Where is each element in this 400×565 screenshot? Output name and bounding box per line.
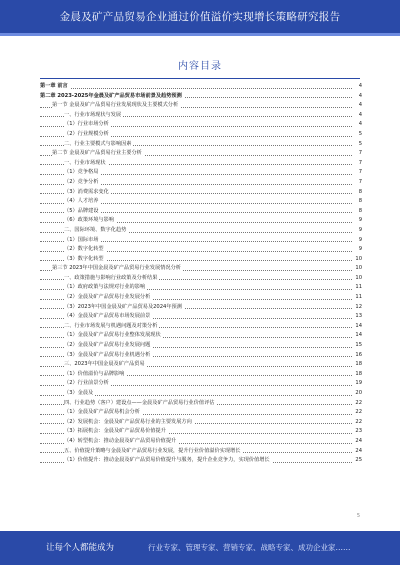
toc-entry-page: 9	[353, 245, 362, 255]
toc-entry-label: （2）数字化转型	[64, 245, 106, 255]
toc-entry-page: 22	[353, 408, 362, 418]
toc-entry-page: 8	[353, 197, 362, 207]
toc-entry-page: 16	[353, 351, 362, 361]
toc-entry-page: 4	[353, 101, 362, 111]
toc-entry[interactable]	[40, 331, 362, 341]
toc-entry-page: 10	[353, 264, 362, 274]
toc-entry-label: 一、政策措施与影响行业政策及分析结果	[64, 274, 159, 284]
toc-entry[interactable]	[40, 216, 362, 226]
toc-entry-page: 4	[353, 111, 362, 121]
toc-entry-page: 7	[353, 178, 362, 188]
toc-entry[interactable]	[40, 130, 362, 140]
toc-entry-page: 23	[353, 427, 362, 437]
toc-entry-page: 7	[353, 168, 362, 178]
toc-entry-page: 10	[353, 274, 362, 284]
toc-entry[interactable]	[40, 245, 362, 255]
report-title: 金晨及矿产品贸易企业通过价值溢价实现增长策略研究报告	[59, 11, 341, 23]
toc-entry[interactable]	[40, 370, 362, 380]
toc-entry-page: 22	[353, 399, 362, 409]
toc-entry-label: 三、2023年中国金晨及矿产品贸易	[64, 360, 147, 370]
toc-entry-page: 9	[353, 236, 362, 246]
toc-entry-label: 五、价值提升策略与金晨及矿产品贸易行业发展，提升行业价值溢价实现增长	[64, 447, 242, 457]
toc-entry[interactable]	[40, 159, 362, 169]
toc-entry-label: （2）金晨及矿产品贸易行业发展分析	[64, 293, 152, 303]
toc-entry[interactable]	[40, 92, 362, 102]
report-footer	[0, 531, 400, 565]
toc-entry-label: （3）金晨及矿产品贸易行业机遇分析	[64, 351, 152, 361]
toc-entry-label: （1）竞争格局	[64, 168, 100, 178]
toc-entry[interactable]	[40, 168, 362, 178]
toc-entry-label: （2）金晨及矿产品贸易行业发展问题	[64, 341, 152, 351]
toc-entry-label: 第一章 前言	[40, 82, 70, 92]
toc-entry-label: （3）2023年中国金晨及矿产品贸易及2024年预测	[64, 303, 184, 313]
toc-entry-page: 14	[353, 331, 362, 341]
report-header	[0, 0, 400, 36]
toc-entry-label: 第三节 2023年中国金晨及矿产品贸易行业发展情况分析	[52, 264, 183, 274]
toc-entry-page: 11	[353, 293, 362, 303]
toc-entry[interactable]	[40, 101, 362, 111]
toc-entry-page: 12	[353, 303, 362, 313]
toc-entry-page: 15	[353, 341, 362, 351]
toc-entry-label: 第二章 2023-2025年金晨及矿产品贸易市场前景及趋势预测	[40, 92, 184, 102]
toc-entry[interactable]	[40, 188, 362, 198]
toc-entry-label: （1）行业市场分析	[64, 120, 111, 130]
toc-entry[interactable]	[40, 149, 362, 159]
toc-entry-page: 9	[353, 216, 362, 226]
toc-entry-page: 19	[353, 379, 362, 389]
toc-entry-page: 8	[353, 188, 362, 198]
toc-entry-page: 5	[353, 130, 362, 140]
toc-entry[interactable]	[40, 360, 362, 370]
toc-entry-page: 13	[353, 312, 362, 322]
footer-tagline: 行业专家、管理专家、营销专家、战略专家、成功企业家……	[148, 543, 351, 552]
toc-entry[interactable]	[40, 207, 362, 217]
toc-entry-label: （4）人才培养	[64, 197, 100, 207]
toc-entry[interactable]	[40, 283, 362, 293]
toc-entry-page: 9	[353, 226, 362, 236]
toc-entry[interactable]	[40, 437, 362, 447]
toc-entry-label: 二、行业主要模式与影响因素	[64, 140, 133, 150]
toc-entry-label: （3）拓展机会：金晨及矿产品贸易价值提升	[64, 427, 168, 437]
toc-entry-label: （3）消费需求变化	[64, 188, 111, 198]
toc-entry-page: 7	[353, 149, 362, 159]
toc-entry-label: （1）国际市场	[64, 236, 100, 246]
toc-entry-label: （2）行业前景分析	[64, 379, 111, 389]
toc-entry-label: 四、行业趋势（客户）建设点——金晨及矿产品贸易行业价值评估	[64, 399, 216, 409]
toc-entry-page: 7	[353, 159, 362, 169]
toc-entry[interactable]	[40, 274, 362, 284]
toc-entry-page: 20	[353, 389, 362, 399]
toc-entry[interactable]	[40, 312, 362, 322]
toc-entry[interactable]	[40, 140, 362, 150]
toc-divider	[40, 78, 360, 79]
toc-entry-label: 一、行业市场现状与发展	[64, 111, 123, 121]
toc-leader-dots	[40, 88, 352, 89]
toc-entry-label: 第二节 金晨及矿产品贸易行业主要分析	[52, 149, 144, 159]
toc-entry-page: 22	[353, 418, 362, 428]
toc-entry[interactable]	[40, 264, 362, 274]
toc-entry-label: 二、行业市场发展与机遇问题及对策分析	[64, 322, 159, 332]
toc-entry-page: 24	[353, 447, 362, 457]
toc-entry-label: （4）转型机会：推动金晨及矿产品贸易价值提升	[64, 437, 178, 447]
footer-slogan: 让每个人都能成为	[46, 543, 115, 553]
toc-entry[interactable]	[40, 178, 362, 188]
toc-entry[interactable]	[40, 303, 362, 313]
toc-entry-page: 18	[353, 360, 362, 370]
toc-entry-label: （5）品牌建设	[64, 207, 100, 217]
toc-entry[interactable]	[40, 418, 362, 428]
toc-entry[interactable]	[40, 379, 362, 389]
toc-entry-page: 18	[353, 370, 362, 380]
toc-entry-page: 14	[353, 322, 362, 332]
page-number: 5	[356, 513, 360, 519]
toc-entry-label: 第一节 金晨及矿产品贸易行业发展现状及主要模式分析	[52, 101, 180, 111]
toc-entry[interactable]	[40, 456, 362, 466]
toc-entry-label: 二、国际环境、数字化趋势	[64, 226, 128, 236]
toc-entry[interactable]	[40, 82, 362, 92]
toc-entry-label: （4）金晨及矿产品贸易市场发展前景	[64, 312, 152, 322]
table-of-contents	[40, 82, 362, 466]
toc-entry-page: 25	[353, 456, 362, 466]
toc-entry[interactable]	[40, 341, 362, 351]
toc-entry[interactable]	[40, 120, 362, 130]
toc-entry-page: 11	[353, 283, 362, 293]
toc-entry-page: 8	[353, 207, 362, 217]
toc-heading: 内容目录	[178, 61, 222, 72]
header-stripe	[0, 33, 400, 36]
toc-entry-label: （2）竞争分析	[64, 178, 100, 188]
toc-entry[interactable]	[40, 427, 362, 437]
toc-entry-label: （1）价值溢价与品牌影响	[64, 370, 126, 380]
toc-entry-label: （2）发展机会：金晨及矿产品贸易行业的主要发展方向	[64, 418, 194, 428]
toc-entry[interactable]	[40, 111, 362, 121]
toc-entry-page: 10	[353, 255, 362, 265]
toc-entry[interactable]	[40, 389, 362, 399]
toc-entry-label: （3）金晨及	[64, 389, 95, 399]
toc-entry-page: 4	[353, 120, 362, 130]
toc-entry[interactable]	[40, 322, 362, 332]
toc-entry[interactable]	[40, 293, 362, 303]
toc-entry[interactable]	[40, 447, 362, 457]
toc-entry-label: （6）政策环境与影响	[64, 216, 116, 226]
toc-entry[interactable]	[40, 408, 362, 418]
toc-entry-page: 5	[353, 140, 362, 150]
toc-entry[interactable]	[40, 197, 362, 207]
toc-entry-label: 一、行业市场现状	[64, 159, 108, 169]
toc-entry-page: 4	[353, 92, 362, 102]
toc-entry-label: （1）金晨及矿产品贸易行业整体发展现状	[64, 331, 163, 341]
toc-entry[interactable]	[40, 236, 362, 246]
toc-entry[interactable]	[40, 255, 362, 265]
toc-entry-label: （2）行业规模分析	[64, 130, 111, 140]
toc-entry-label: （1）价值提升：推动金晨及矿产品贸易价值提升与服务，提升企业竞争力，实现价值增长	[64, 456, 272, 466]
toc-entry[interactable]	[40, 226, 362, 236]
toc-entry[interactable]	[40, 399, 362, 409]
toc-entry-label: （1）金晨及矿产品贸易机会分析	[64, 408, 142, 418]
toc-entry-page: 24	[353, 437, 362, 447]
toc-entry-page: 4	[353, 82, 362, 92]
toc-entry-label: （1）政府政策与法规对行业的影响	[64, 283, 147, 293]
toc-entry[interactable]	[40, 351, 362, 361]
toc-entry-label: （3）数字化转型	[64, 255, 106, 265]
